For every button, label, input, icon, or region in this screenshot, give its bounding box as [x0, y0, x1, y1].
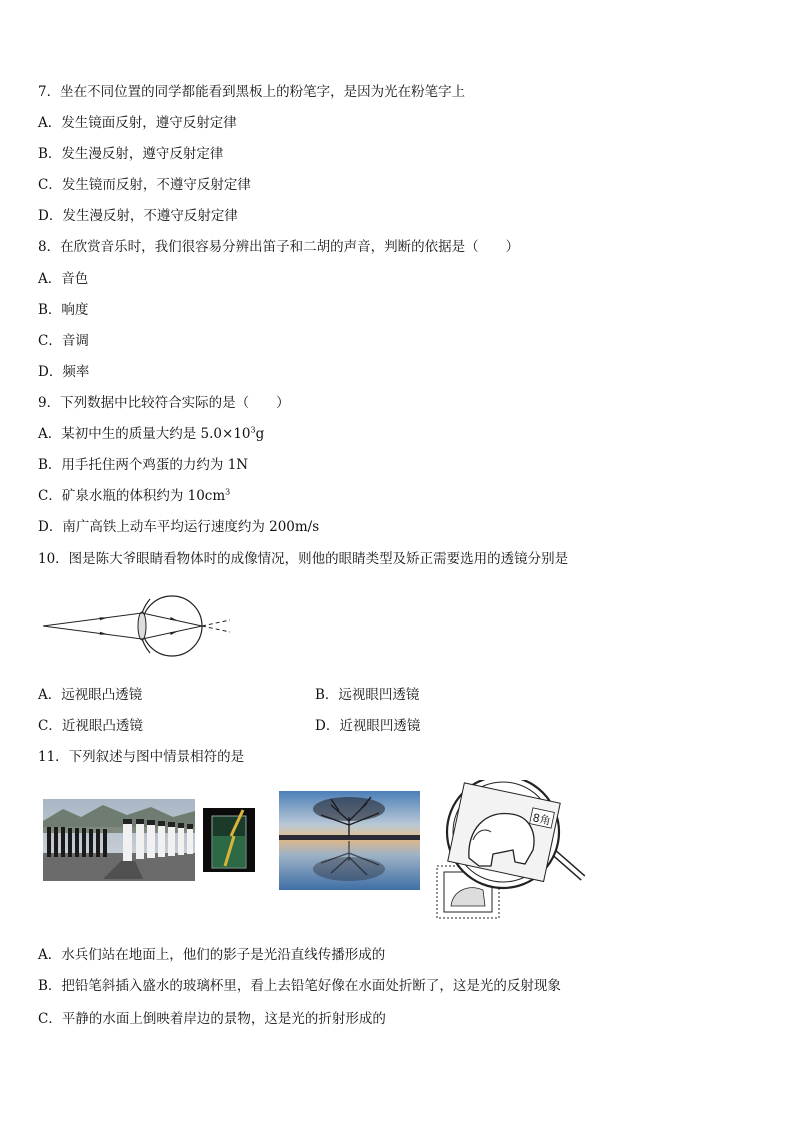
q7-option-d: D．发生漫反射，不遵守反射定律 — [38, 208, 238, 224]
q7-option-b: B．发生漫反射，遵守反射定律 — [38, 146, 224, 162]
q8-option-d: D．频率 — [38, 364, 90, 380]
q10-option-a: A．远视眼凸透镜 — [38, 687, 143, 703]
q9-stem: 9．下列数据中比较符合实际的是（ ） — [38, 395, 290, 411]
dashed-ray-top — [202, 626, 230, 632]
magnifier-stamp-drawing — [433, 780, 588, 922]
tree-reflection-photo — [279, 791, 420, 890]
q10-option-c: C．近视眼凸透镜 — [38, 718, 143, 734]
q9-a-unit: g — [255, 426, 265, 442]
q7-option-c: C．发生镜而反射，不遵守反射定律 — [38, 177, 251, 193]
q7-option-a: A．发生镜面反射，遵守反射定律 — [38, 115, 237, 131]
eyeball-outline — [142, 596, 202, 656]
q11-option-b: B．把铅笔斜插入盛水的玻璃杯里，看上去铅笔好像在水面处折断了，这是光的反射现象 — [38, 978, 561, 994]
q9-option-b: B．用手托住两个鸡蛋的力约为 1N — [38, 457, 249, 473]
soldier-row — [47, 827, 107, 857]
q10-option-d: D．近视眼凹透镜 — [315, 718, 421, 734]
incoming-ray-bottom — [43, 626, 142, 639]
q11-stem: 11．下列叙述与图中情景相符的是 — [38, 749, 245, 765]
q10-stem: 10．图是陈大爷眼睛看物体时的成像情况，则他的眼睛类型及矫正需要选用的透镜分别是 — [38, 551, 569, 567]
soldiers-photo — [43, 799, 195, 881]
q9-c-text: C．矿泉水瓶的体积约为 10cm — [38, 488, 226, 504]
q8-option-c: C．音调 — [38, 333, 89, 349]
arrow-bottom — [100, 632, 108, 635]
q8-option-b: B．响度 — [38, 302, 89, 318]
q8-option-a: A．音色 — [38, 271, 89, 287]
q9-option-a — [38, 425, 264, 443]
q11-option-c: C．平静的水面上倒映着岸边的景物，这是光的折射形成的 — [38, 1011, 386, 1027]
q9-a-text: A．某初中生的质量大约是 5.0×10 — [38, 426, 251, 442]
dashed-ray-bottom — [202, 620, 230, 626]
incoming-ray-top — [43, 613, 142, 626]
arrow-inner-top — [170, 617, 178, 621]
q9-option-d: D．南广高铁上动车平均运行速度约为 200m/s — [38, 519, 320, 535]
eye-diagram — [38, 583, 238, 669]
pencil-in-glass-photo — [203, 808, 255, 872]
eye-lens — [138, 612, 146, 640]
q11-option-a: A．水兵们站在地面上，他们的影子是光沿直线传播形成的 — [38, 947, 386, 963]
q9-c-exponent: 3 — [225, 487, 231, 497]
magnifying-glass — [447, 780, 583, 888]
stamp-value-label: 8角 — [531, 811, 552, 828]
arrow-inner-bottom — [170, 631, 178, 635]
q8-stem: 8．在欣赏音乐时，我们很容易分辨出笛子和二胡的声音，判断的依据是（ ） — [38, 239, 520, 255]
q9-option-c — [38, 487, 230, 505]
q10-option-b: B．远视眼凹透镜 — [315, 687, 420, 703]
q7-stem: 7．坐在不同位置的同学都能看到黑板上的粉笔字，是因为光在粉笔字上 — [38, 84, 466, 100]
q9-a-exponent: 3 — [250, 425, 256, 435]
arrow-top — [100, 617, 108, 620]
